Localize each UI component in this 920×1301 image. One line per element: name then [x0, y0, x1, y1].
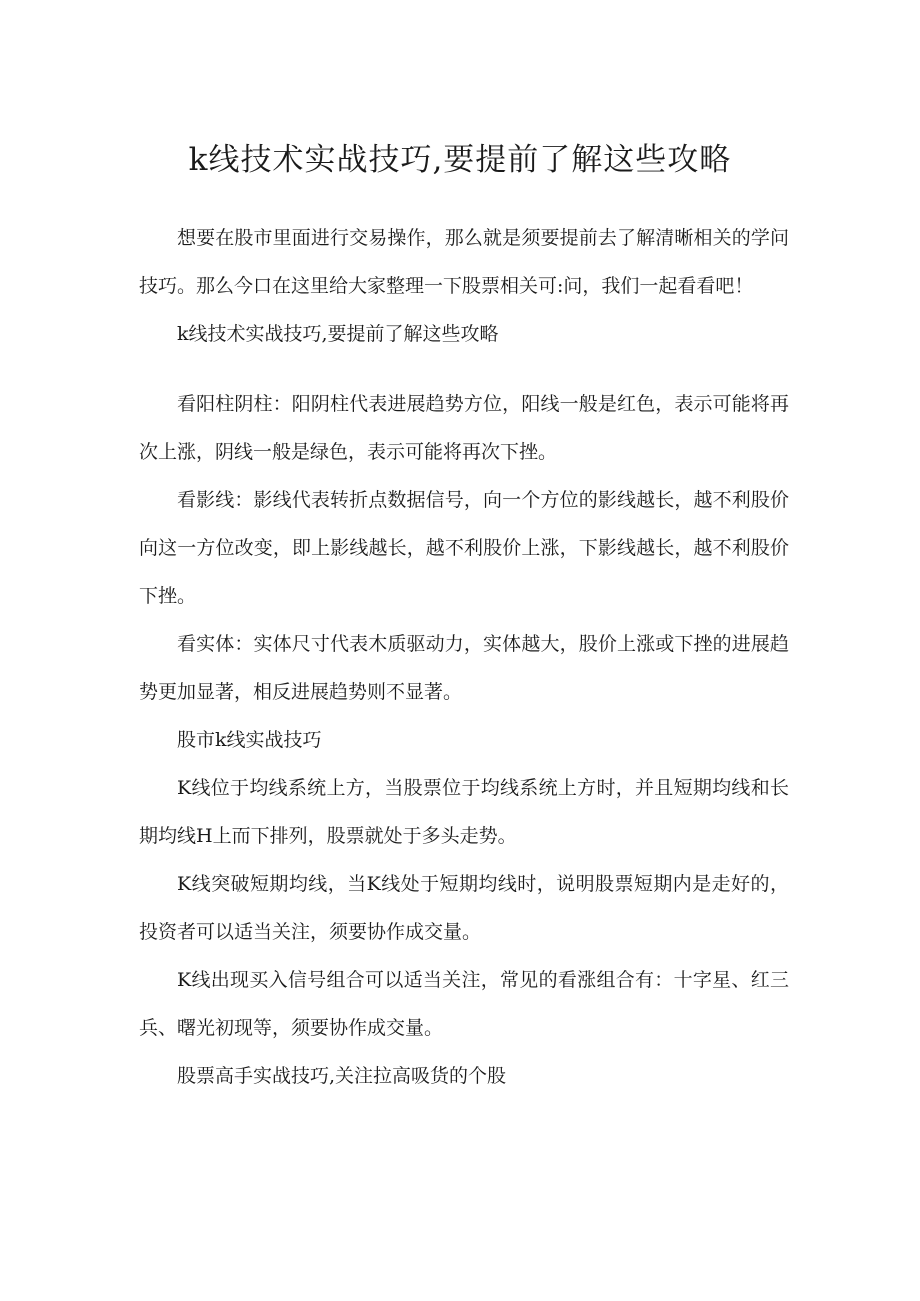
- body-paragraph: K线突破短期均线，当K线处于短期均线时，说明股票短期内是走好的，投资者可以适当关注，须要协作成交量。: [139, 873, 789, 943]
- body-paragraph: K线位于均线系统上方，当股票位于均线系统上方时，并且短期均线和长期均线H上而下排列，股票就处于多头走势。: [139, 777, 789, 847]
- body-paragraph: 看影线：影线代表转折点数据信号，向一个方位的影线越长，越不利股价向这一方位改变，即上影线越长，越不利股价上涨，下影线越长，越不利股价下挫。: [139, 489, 789, 607]
- section-heading: 股票高手实战技巧,关注拉高吸货的个股: [177, 1065, 507, 1087]
- body-paragraph: K线出现买入信号组合可以适当关注，常见的看涨组合有：十字星、红三兵、曙光初现等，须要协作成交量。: [139, 969, 789, 1039]
- section-heading: 股市k线实战技巧: [177, 729, 322, 751]
- document-title: k线技术实战技巧,要提前了解这些攻略: [188, 142, 732, 178]
- document-body: [139, 214, 789, 1100]
- body-paragraph: 看实体：实体尺寸代表木质驱动力，实体越大，股价上涨或下挫的进展趋势更加显著，相反进展趋势则不显著。: [139, 633, 789, 703]
- section-heading: k线技术实战技巧,要提前了解这些攻略: [177, 323, 499, 345]
- body-paragraph: 看阳柱阴柱：阳阴柱代表进展趋势方位，阳线一般是红色，表示可能将再次上涨，阴线一般是绿色，表示可能将再次下挫。: [139, 393, 789, 463]
- intro-paragraph: 想要在股市里面进行交易操作，那么就是须要提前去了解清晰相关的学问技巧。那么今口在这里给大家整理一下股票相关可:问，我们一起看看吧！: [139, 227, 789, 297]
